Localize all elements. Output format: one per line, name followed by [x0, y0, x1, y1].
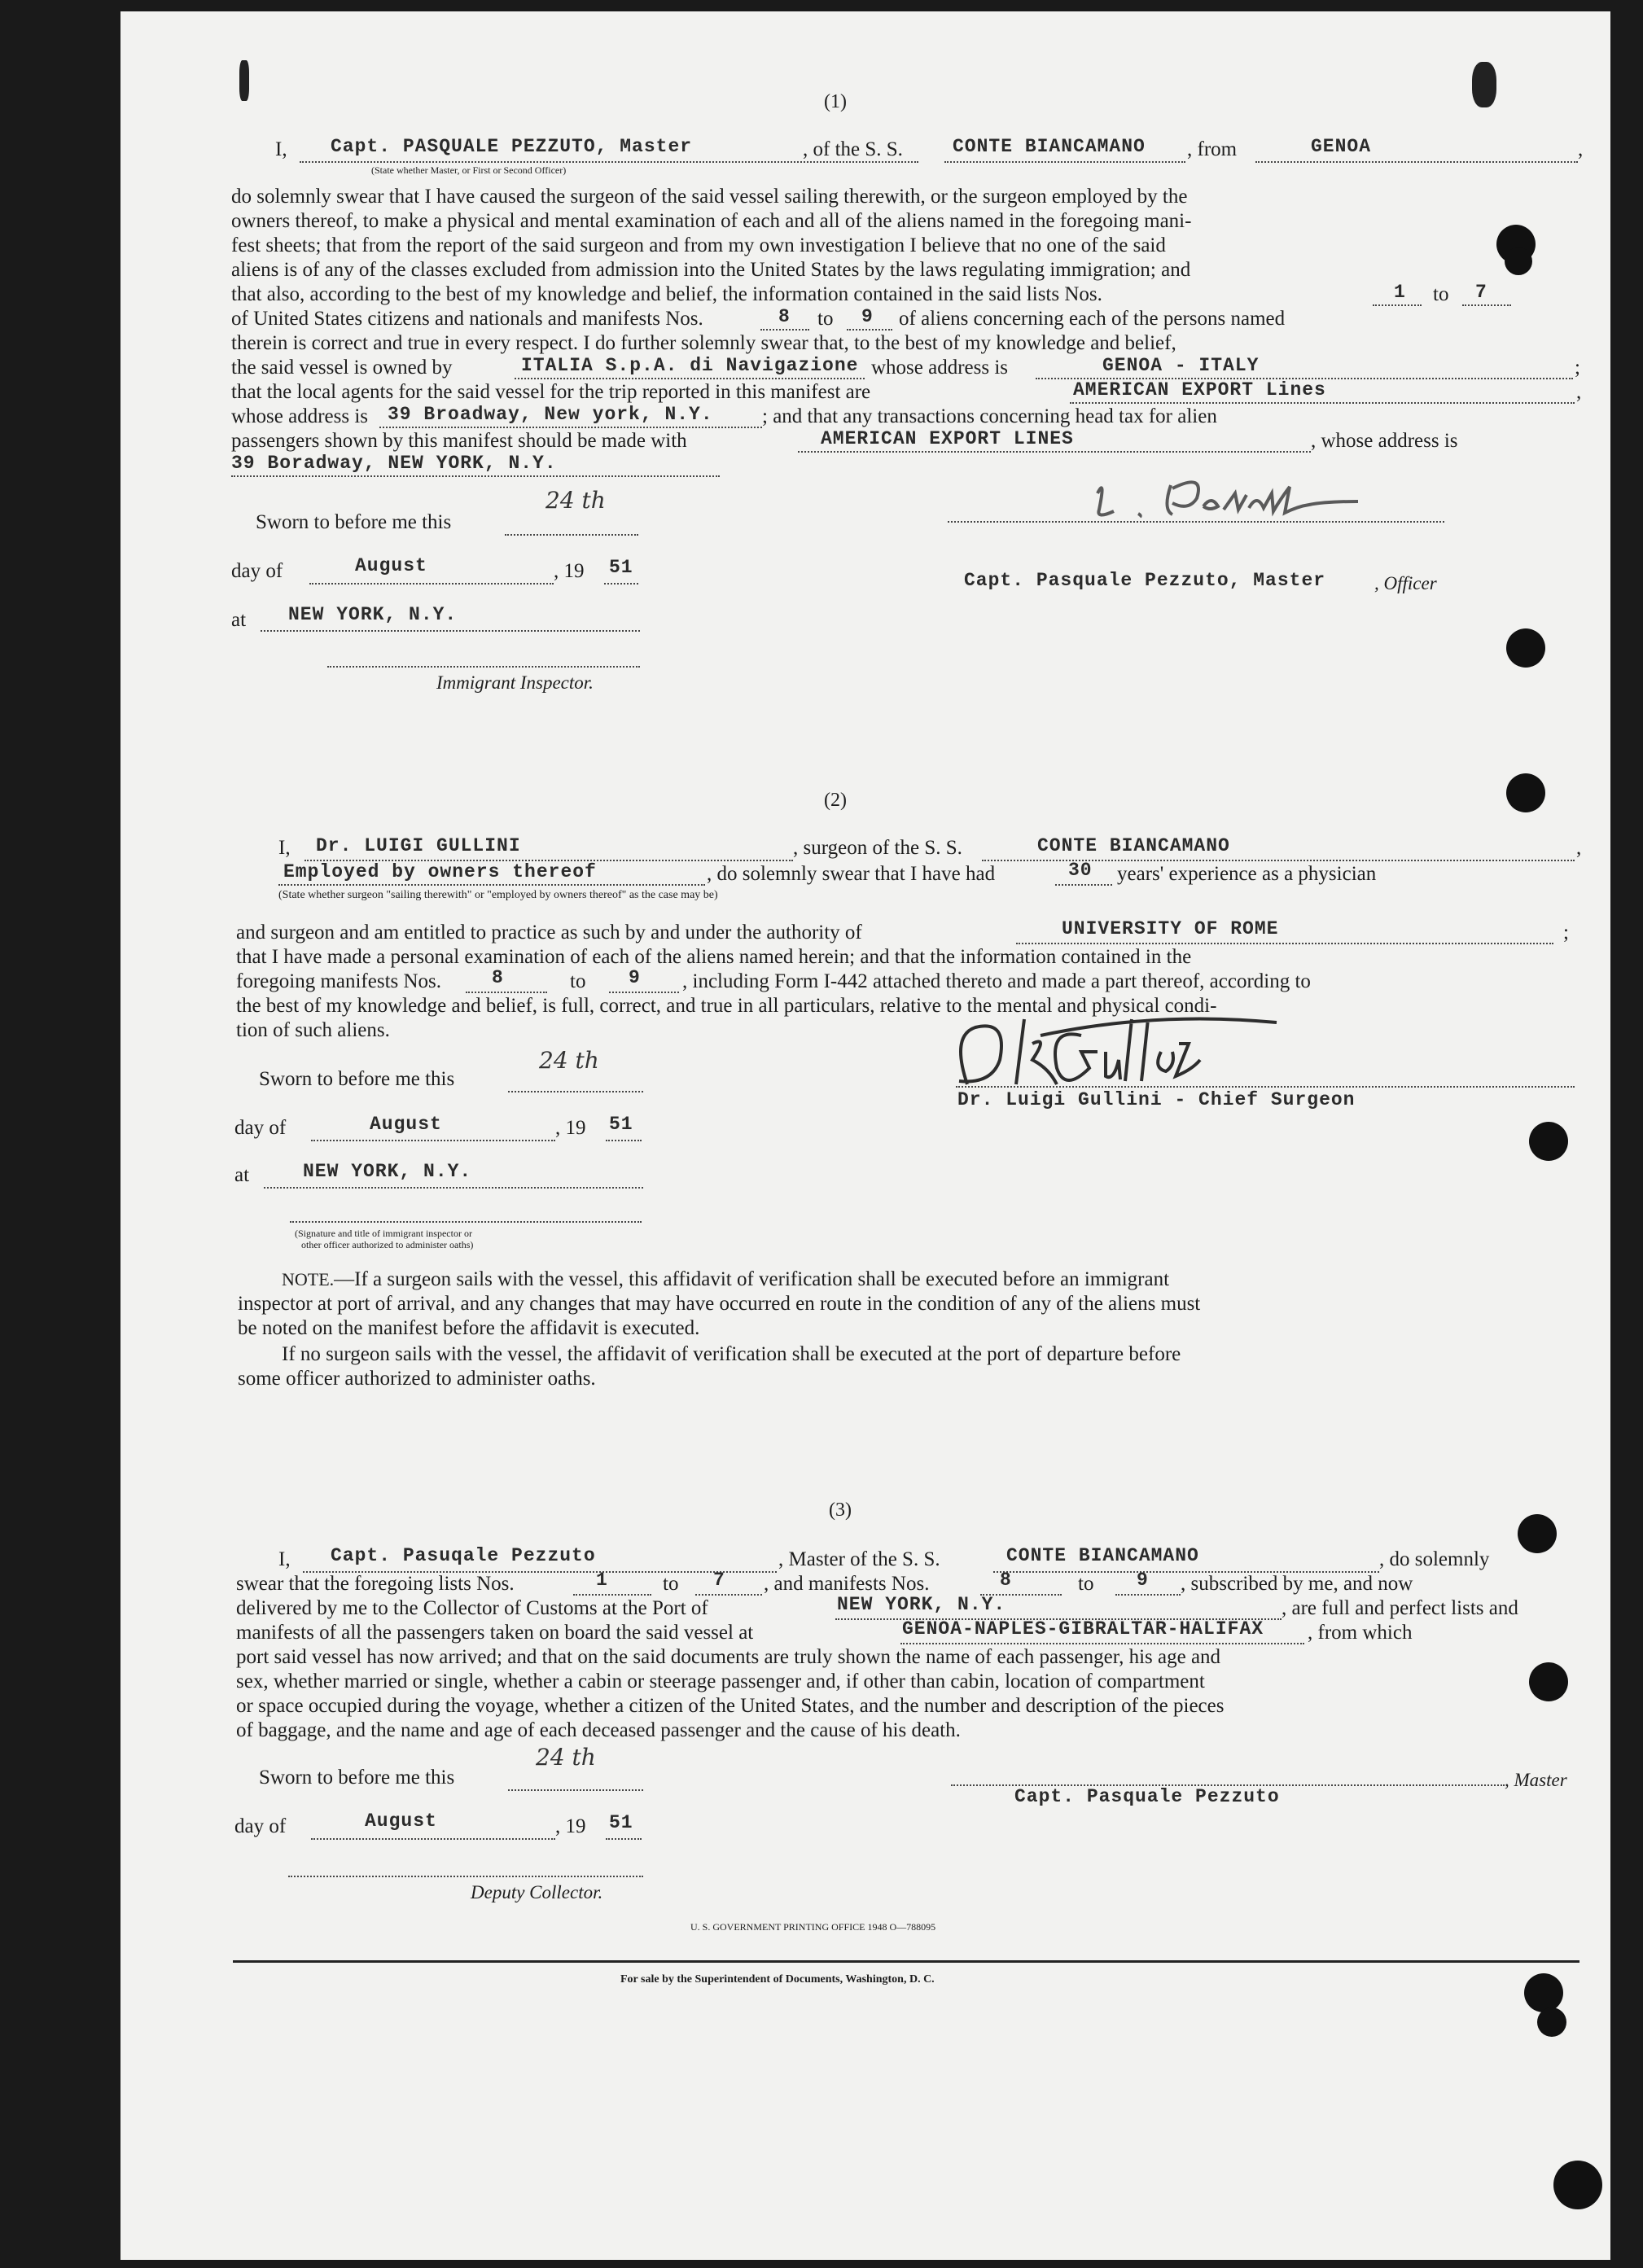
punch-hole	[1505, 247, 1532, 275]
oath-line: , whose address is	[1311, 430, 1458, 452]
inspector-hint: (Signature and title of immigrant inspector or	[295, 1228, 472, 1239]
punch-hole	[1524, 1973, 1563, 2012]
lists-to: 7	[713, 1570, 725, 1591]
oath-line: , do solemnly swear that I have had	[707, 863, 996, 885]
section-number: (1)	[824, 91, 847, 112]
sworn-label: Sworn to before me this	[259, 1767, 455, 1789]
oath-line: sex, whether married or single, whether a cabin or steerage passenger and, if other than cabin, location of compartment	[236, 1670, 1205, 1692]
sworn-year: 51	[609, 1812, 633, 1833]
oath-line: of aliens concerning each of the persons named	[899, 308, 1286, 330]
lists-to: 7	[1475, 282, 1487, 303]
practice-authority: UNIVERSITY OF ROME	[1062, 918, 1279, 939]
oath-line: the said vessel is owned by	[231, 357, 453, 379]
manifests-from: 8	[1000, 1570, 1012, 1591]
rank-hint: (State whether Master, or First or Second Officer)	[371, 164, 567, 176]
text-of-ss: , of the S. S.	[803, 138, 903, 160]
oath-line: manifests of all the passengers taken on board the said vessel at	[236, 1622, 754, 1644]
footer-rule	[233, 1960, 1579, 1963]
punch-hole	[1553, 2161, 1602, 2209]
local-agents: AMERICAN EXPORT Lines	[1073, 379, 1326, 401]
manifests-to: 9	[1137, 1570, 1149, 1591]
oath-line: of baggage, and the name and age of each deceased passenger and the cause of his death.	[236, 1719, 961, 1741]
sworn-month: August	[365, 1810, 437, 1832]
vessel-name: CONTE BIANCAMANO	[1006, 1545, 1199, 1566]
departure-port: GENOA	[1311, 136, 1372, 157]
oath-line: ; and that any transactions concerning head tax for alien	[762, 405, 1217, 427]
oath-line: , and manifests Nos.	[764, 1573, 930, 1595]
oath-line: and surgeon and am entitled to practice as such by and under the authority of	[236, 922, 862, 944]
sworn-year: 51	[609, 1114, 633, 1135]
master-of-text: , Master of the S. S.	[778, 1548, 940, 1570]
punch-hole	[1537, 2007, 1566, 2037]
day-of-label: day of	[234, 1117, 287, 1139]
printing-office-line: U. S. GOVERNMENT PRINTING OFFICE 1948 O—788095	[690, 1921, 936, 1933]
text-to: to	[1078, 1573, 1094, 1595]
sworn-day: 24 th	[545, 487, 606, 514]
lists-from: 1	[596, 1570, 608, 1591]
agents-address: 39 Broadway, New york, N.Y.	[388, 404, 713, 425]
oath-line: whose address is	[871, 357, 1009, 379]
oath-line: swear that the foregoing lists Nos.	[236, 1573, 515, 1595]
oath-line: passengers shown by this manifest should be made with	[231, 430, 687, 452]
punch-hole	[1529, 1122, 1568, 1161]
owner-address: GENOA - ITALY	[1102, 355, 1260, 376]
oath-line: whose address is	[231, 405, 369, 427]
oath-line: foregoing manifests Nos.	[236, 970, 442, 992]
note-line: some officer authorized to administer oaths.	[238, 1368, 596, 1390]
i-label: I,	[278, 837, 291, 859]
arrival-port: NEW YORK, N.Y.	[837, 1594, 1006, 1615]
oath-line: , from which	[1308, 1622, 1413, 1644]
section-number: (2)	[824, 790, 847, 811]
lists-from: 1	[1394, 282, 1406, 303]
at-label: at	[231, 609, 247, 631]
oath-line: that the local agents for the said vessel for the trip reported in this manifest are	[231, 381, 871, 403]
oath-line: port said vessel has now arrived; and that on the said documents are truly shown the name of each passenger, his age and	[236, 1646, 1221, 1668]
ink-mark	[239, 60, 249, 101]
section-number: (3)	[829, 1500, 852, 1521]
manifests-to: 9	[861, 306, 874, 327]
text-to: to	[817, 308, 834, 330]
oath-line: or space occupied during the voyage, whether a citizen of the United States, and the number and description of the pieces	[236, 1695, 1225, 1717]
inspector-title: Immigrant Inspector.	[436, 672, 594, 693]
oath-line: delivered by me to the Collector of Customs at the Port of	[236, 1597, 708, 1619]
master-signature	[1081, 469, 1407, 534]
sworn-month: August	[370, 1114, 442, 1135]
vessel-name: CONTE BIANCAMANO	[953, 136, 1146, 157]
i-label: I,	[278, 1548, 291, 1570]
master-name: Capt. PASQUALE PEZZUTO, Master	[331, 136, 693, 157]
text-from: , from	[1187, 138, 1238, 160]
oath-line: owners thereof, to make a physical and mental examination of each and all of the aliens named in the foregoing mani-	[231, 210, 1192, 232]
oath-line: , including Form I-442 attached thereto and made a part thereof, according to	[682, 970, 1311, 992]
headtax-agent: AMERICAN EXPORT LINES	[821, 428, 1074, 449]
master-typed-name: Capt. Pasquale Pezzuto, Master	[964, 570, 1326, 591]
surgeon-typed-name: Dr. Luigi Gullini - Chief Surgeon	[957, 1089, 1356, 1110]
sworn-label: Sworn to before me this	[259, 1068, 455, 1090]
text-do-solemnly: , do solemnly	[1379, 1548, 1490, 1570]
oath-line: , are full and perfect lists and	[1282, 1597, 1518, 1619]
vessel-name: CONTE BIANCAMANO	[1037, 835, 1230, 856]
surgeon-name: Dr. LUIGI GULLINI	[316, 835, 521, 856]
manifests-from: 8	[492, 967, 504, 988]
note-line: be noted on the manifest before the affidavit is executed.	[238, 1317, 700, 1339]
master-label: , Master	[1505, 1770, 1567, 1790]
i-label: I,	[275, 138, 287, 160]
punch-hole	[1506, 628, 1545, 668]
note-line: If no surgeon sails with the vessel, the affidavit of verification shall be executed at the port of departure before	[282, 1343, 1181, 1365]
at-label: at	[234, 1164, 250, 1186]
day-of-label: day of	[231, 560, 283, 582]
oath-line: , subscribed by me, and now	[1181, 1573, 1413, 1595]
text-to: to	[1433, 283, 1449, 305]
surgeon-employment: Employed by owners thereof	[283, 861, 597, 882]
voyage-route: GENOA-NAPLES-GIBRALTAR-HALIFAX	[902, 1618, 1264, 1640]
oath-line: do solemnly swear that I have caused the surgeon of the said vessel sailing therewith, or the surgeon employed by the	[231, 186, 1188, 208]
employment-hint: (State whether surgeon "sailing therewith" or "employed by owners thereof" as the case may be)	[278, 889, 718, 901]
punch-hole	[1529, 1662, 1568, 1701]
vessel-owner: ITALIA S.p.A. di Navigazione	[521, 355, 859, 376]
master-name: Capt. Pasuqale Pezzuto	[331, 1545, 596, 1566]
officer-label: , Officer	[1374, 573, 1437, 593]
master-typed-name: Capt. Pasquale Pezzuto	[1014, 1786, 1280, 1807]
ink-mark	[1472, 62, 1496, 107]
oath-line: the best of my knowledge and belief, is full, correct, and true in all particulars, relative to the mental and physical condi-	[236, 995, 1217, 1017]
oath-line: aliens is of any of the classes excluded from admission into the United States by the laws regulating immigration; and	[231, 259, 1191, 281]
oath-line: tion of such aliens.	[236, 1019, 390, 1041]
oath-line: that I have made a personal examination of each of the aliens named herein; and that the information contained in the	[236, 946, 1192, 968]
sworn-label: Sworn to before me this	[256, 511, 452, 533]
years-experience: 30	[1068, 860, 1093, 881]
surgeon-of-text: , surgeon of the S. S.	[793, 837, 962, 859]
oath-line: of United States citizens and nationals and manifests Nos.	[231, 308, 703, 330]
text-to: to	[570, 970, 586, 992]
collector-title: Deputy Collector.	[471, 1882, 603, 1902]
note-line: inspector at port of arrival, and any changes that may have occurred en route in the condition of any of the aliens must	[238, 1293, 1201, 1315]
sworn-month: August	[355, 555, 427, 576]
punch-hole	[1518, 1514, 1557, 1553]
sworn-place: NEW YORK, N.Y.	[288, 604, 458, 625]
headtax-address: 39 Boradway, NEW YORK, N.Y.	[231, 453, 557, 474]
punch-hole	[1506, 773, 1545, 812]
sworn-year: 51	[609, 557, 633, 578]
year-prefix: , 19	[555, 1117, 586, 1139]
inspector-hint: other officer authorized to administer oaths)	[301, 1239, 474, 1250]
text-to: to	[663, 1573, 679, 1595]
sale-notice: For sale by the Superintendent of Documents, Washington, D. C.	[620, 1973, 935, 1986]
oath-line: that also, according to the best of my knowledge and belief, the information contained in the said lists Nos.	[231, 283, 1102, 305]
sworn-day: 24 th	[539, 1047, 599, 1074]
manifests-to: 9	[629, 967, 641, 988]
note-line: NOTE.—If a surgeon sails with the vessel, this affidavit of verification shall be executed before an immigrant	[282, 1268, 1170, 1290]
sworn-day: 24 th	[536, 1744, 596, 1771]
oath-line: years' experience as a physician	[1117, 863, 1377, 885]
manifests-from: 8	[778, 306, 791, 327]
sworn-place: NEW YORK, N.Y.	[303, 1161, 472, 1182]
oath-line: fest sheets; that from the report of the said surgeon and from my own investigation I believe that no one of the said	[231, 234, 1166, 256]
oath-line: therein is correct and true in every respect. I do further solemnly swear that, to the best of my knowledge and belief,	[231, 332, 1176, 354]
document-page: (1) I, Capt. PASQUALE PEZZUTO, Master (State whether Master, or First or Second Officer) , of the S. S. CONTE BIANCAMANO , from GENOA , do solemnly swear that I have caused the surgeon of the said vessel sailing therewith, or the surgeon employed by the owners thereof, to make a physical and mental examination of each and all of the aliens named in the foregoing mani- fest sheets; that from the report of the said surgeon and from my own investigation I believe that no one of the said aliens is of any of the classes excluded from admission into the United States by the laws regulating immigration; and that also, according to the best of my knowledge and belief, the information contained in the said lists Nos. 1 to 7 of United States citizens and nationals and manifests Nos. 8 to 9 of aliens concerning each of the persons named therein is correct and true in every respect. I do further solemnly swear that, to the best of my knowledge and belief, the said vessel is owned by ITALIA S.p.A. di Navigazione whose address is GENOA - ITALY ; that the local agents for the said vessel for the trip reported in this manifest are AMERICAN EXPORT Lines , whose address is 39 Broadway, New york, N.Y. ; and that any transactions concerning head tax for alien passengers shown by this manifest should be made with AMERICAN EXPORT LINES , whose address is 39 Boradway, NEW YORK, N.Y. Sworn to before me this 24 th day of August , 19 51 at NEW YORK, N.Y. Immigrant Inspector. Capt. Pasquale Pezzuto, Master , Officer (2) I, Dr. LUIGI GULLINI , surgeon of the S. S. CONTE BIANCAMANO , Employed by owners thereof (State whether surgeon "sailing therewith" or "employed by owners thereof" as the case may be) , do solemnly swear that I have had 30 years' experience as a physician and surgeon and am entitled to practice as such by and under the authority of UNIVERSITY OF ROME ; that I have made a personal examination of each of the aliens named herein; and that the information contained in the foregoing manifests Nos. 8 to 9 , including Form I-442 attached thereto and made a part thereof, according to the best of my knowledge and belief, is full, correct, and true in all particulars, relative to the mental and physical condi- tion of such aliens. Sworn to before me this 24 th day of August , 19 51 at NEW YORK, N.Y. (Signature and title of immigrant inspector or other officer authorized to administer oaths) Dr. Luigi Gullini - Chief Surgeon NOTE.—If a surgeon sails with the vessel, this affidavit of verification shall be executed before an immigrant inspector at port of arrival, and any changes that may have occurred en route in the condition of any of the aliens must be noted on the manifest before the affidavit is executed. If no surgeon sails with the vessel, the affidavit of verification shall be executed at the port of departure before some officer authorized to administer oaths. (3) I, Capt. Pasuqale Pezzuto , Master of the S. S. CONTE BIANCAMANO , do solemnly swear that the foregoing lists Nos. 1 to 7 , and manifests Nos. 8 to 9 , subscribed by me, and now delivered by me to the Collector of Customs at the Port of NEW YORK, N.Y. , are full and perfect lists and manifests of all the passengers taken on board the said vessel at GENOA-NAPLES-GIBRALTAR-HALIFAX , from which port said vessel has now arrived; and that on the said documents are truly shown the name of each passenger, his age and sex, whether married or single, whether a cabin or steerage passenger and, if other than cabin, location of compartment or space occupied during the voyage, whether a citizen of the United States, and the number and description of the pieces of baggage, and the name and age of each deceased passenger and the cause of his death. Sworn to before me this 24 th day of August , 19 51 Deputy Collector. , Master Capt. Pasquale Pezzuto U. S. GOVERNMENT PRINTING OFFICE 1948 O—788095 For sale by the Superintendent of Documents, Washington, D. C.	[120, 11, 1610, 2260]
day-of-label: day of	[234, 1815, 287, 1837]
year-prefix: , 19	[554, 560, 585, 582]
year-prefix: , 19	[555, 1815, 586, 1837]
